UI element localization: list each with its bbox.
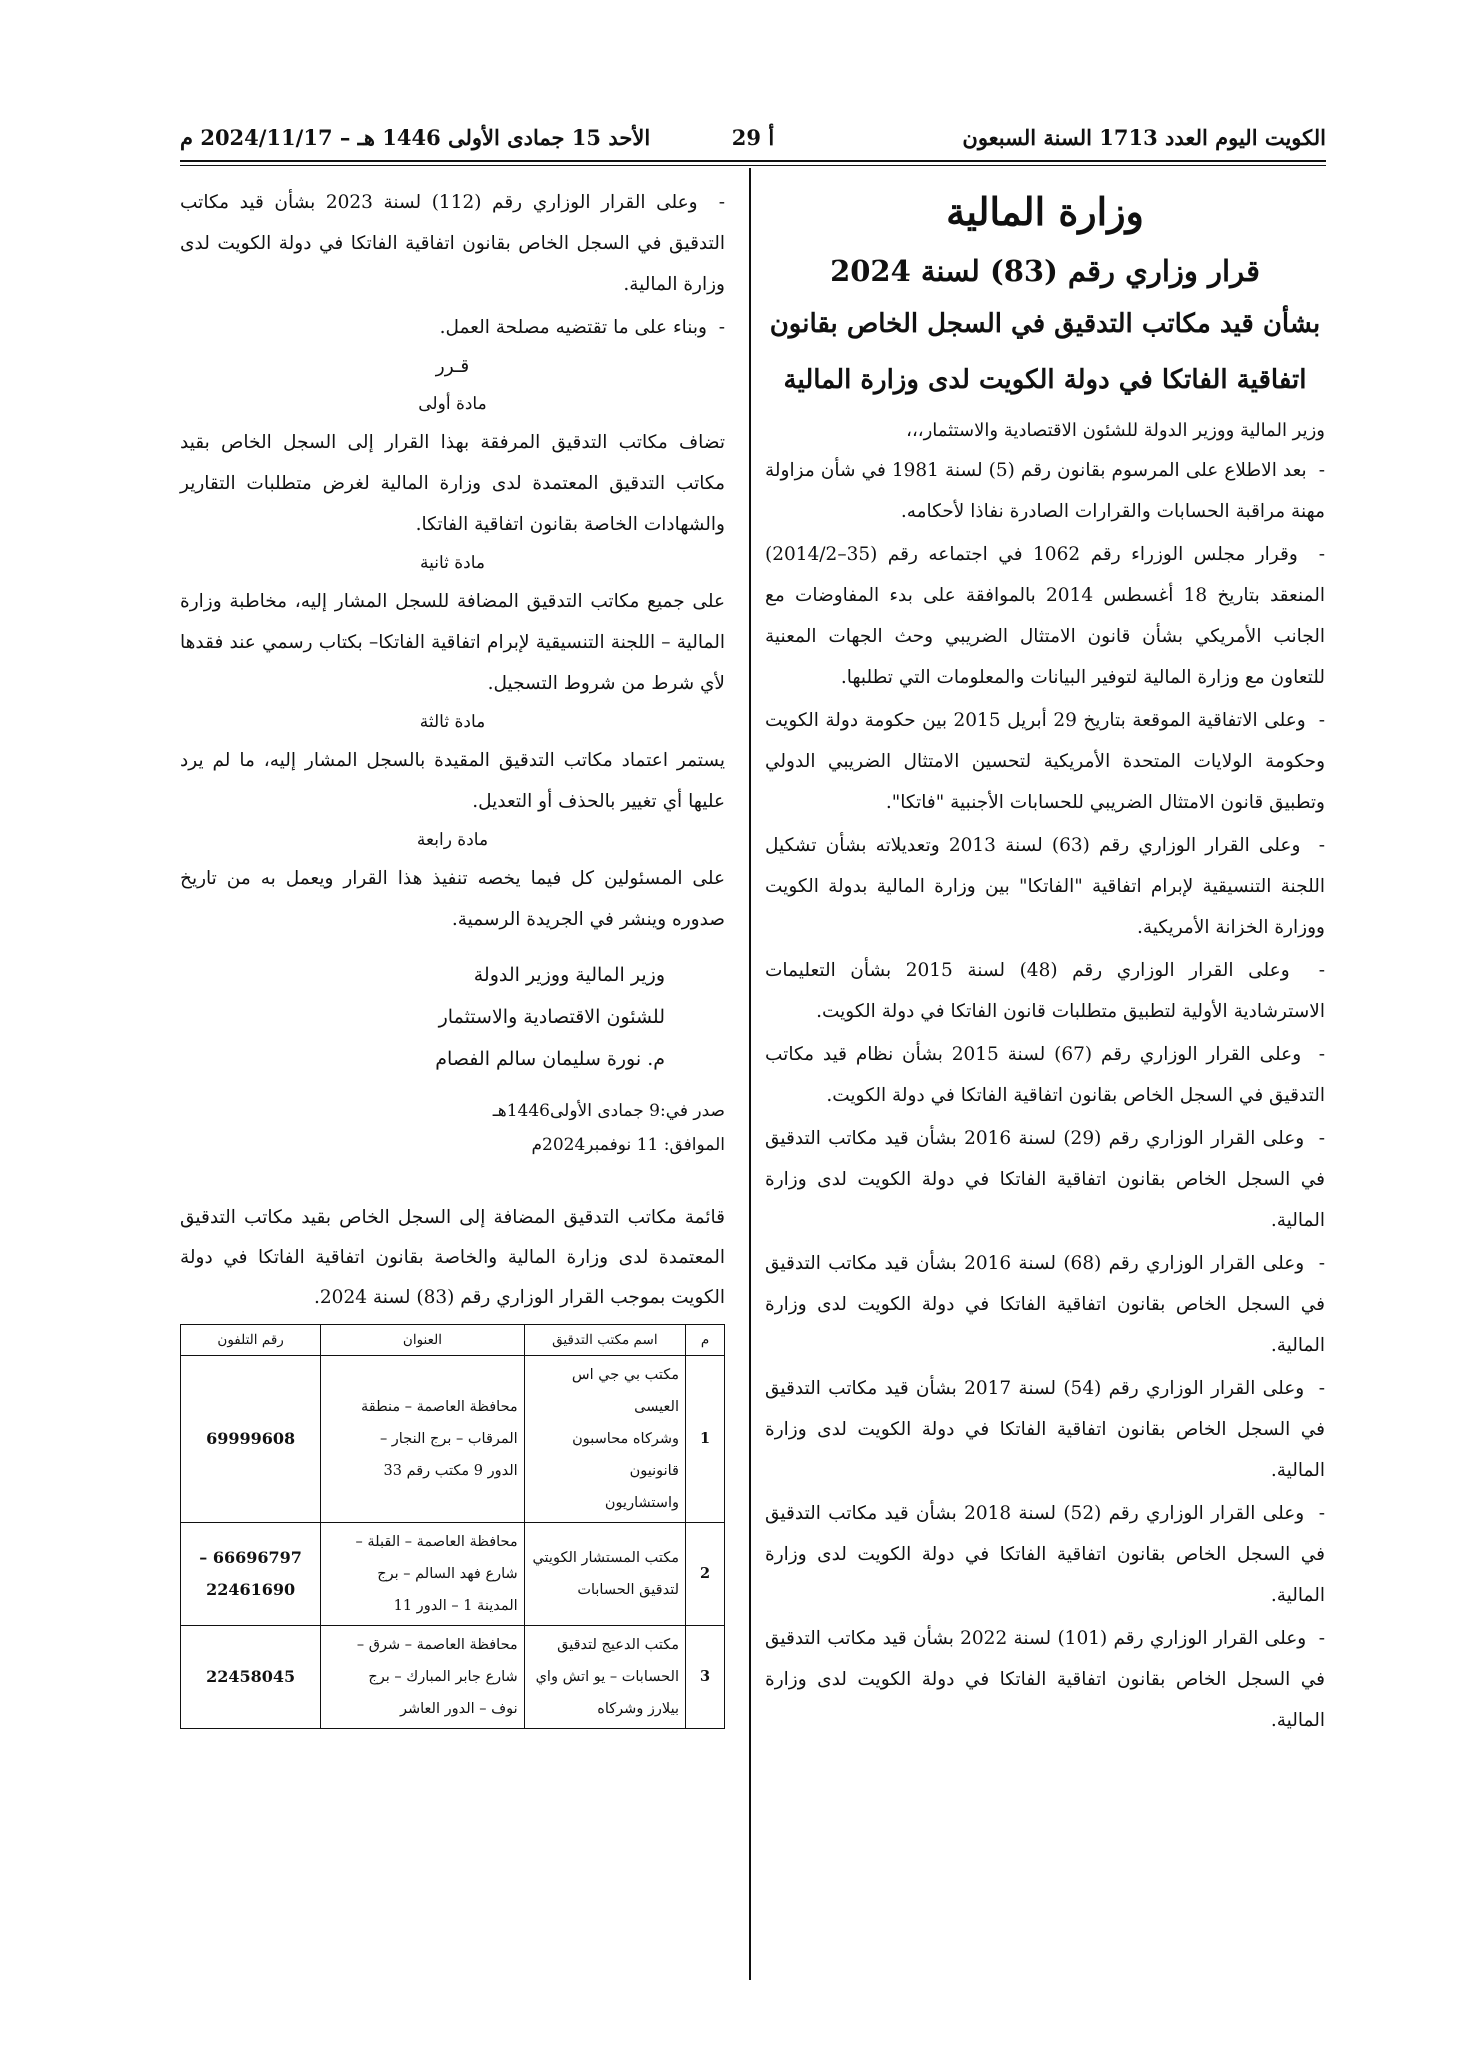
table-header-row <box>181 1325 725 1356</box>
recital: - وعلى الاتفاقية الموقعة بتاريخ 29 أبريل 2015 بين حكومة دولة الكويت وحكومة الولايات المتحدة الأمريكية لتحسين الامتثال الضريبي الدولي وتطبيق قانون الامتثال الضريبي للحسابات الأجنبية "فاتكا". <box>765 710 1326 813</box>
column-divider <box>749 168 751 1980</box>
col-header-address: العنوان <box>321 1325 524 1356</box>
row-number: 1 <box>686 1356 725 1523</box>
decision-subject-line-2: اتفاقية الفاتكا في دولة الكويت لدى وزارة المالية <box>783 365 1307 395</box>
page-number: أ 29 <box>731 124 775 150</box>
list-intro: قائمة مكاتب التدقيق المضافة إلى السجل الخاص بقيد مكاتب التدقيق المعتمدة لدى وزارة المالية والخاصة بقانون اتفاقية الفاتكا في دولة الكويت بموجب القرار الوزاري رقم (83) لسنة 2024. <box>180 1207 725 1308</box>
signature-name: م. نورة سليمان سالم الفصام <box>435 1048 665 1070</box>
recital: - وقرار مجلس الوزراء رقم 1062 في اجتماعه رقم (35–2014/2) المنعقد بتاريخ 18 أغسطس 2014 بالموافقة على بدء المفاوضات مع الجانب الأمريكي بشأن قانون الامتثال الضريبي وحث الجهات المعنية للتعاون مع وزارة المالية لتوفير البيانات والمعلومات التي تطلبها. <box>765 544 1326 688</box>
recital: - وعلى القرار الوزاري رقم (101) لسنة 2022 بشأن قيد مكاتب التدقيق في السجل الخاص بقانون اتفاقية الفاتكا في دولة الكويت لدى وزارة المالية. <box>765 1628 1326 1731</box>
issue-date: الأحد 15 جمادى الأولى 1446 هـ – 2024/11/17 م <box>180 124 651 150</box>
recital: - وعلى القرار الوزاري رقم (63) لسنة 2013 وتعديلاته بشأن تشكيل اللجنة التنسيقية لإبرام اتفاقية "الفاتكا" بين وزارة المالية بدولة الكويت ووزارة الخزانة الأمريكية. <box>765 835 1326 938</box>
header-rule <box>180 160 1326 162</box>
table-row <box>181 1523 725 1626</box>
recital: - وبناء على ما تقتضيه مصلحة العمل. <box>439 317 725 338</box>
issued-gregorian-date: الموافق: 11 نوفمبر2024م <box>531 1135 725 1155</box>
audit-offices-table <box>180 1324 725 1729</box>
table-row <box>181 1356 725 1523</box>
office-name: مكتب الدعيج لتدقيق الحسابات – يو اتش واي بيلارز وشركاه <box>524 1626 685 1729</box>
article-text: على جميع مكاتب التدقيق المضافة للسجل المشار إليه، مخاطبة وزارة المالية – اللجنة التنسيقية لإبرام اتفاقية الفاتكا– بكتاب رسمي عند فقدها لأي شرط من شروط التسجيل. <box>180 591 725 694</box>
office-phone: 69999608 <box>181 1356 321 1523</box>
decided-heading: قـرر <box>435 356 470 377</box>
office-name: مكتب بي جي اس العيسى وشركاه محاسبون قانونيون واستشاريون <box>524 1356 685 1523</box>
table-row <box>181 1626 725 1729</box>
recital: - وعلى القرار الوزاري رقم (52) لسنة 2018 بشأن قيد مكاتب التدقيق في السجل الخاص بقانون اتفاقية الفاتكا في دولة الكويت لدى وزارة المالية. <box>765 1503 1325 1606</box>
issued-hijri-date: صدر في:9 جمادى الأولى1446هـ <box>492 1101 725 1121</box>
recital: - وعلى القرار الوزاري رقم (29) لسنة 2016 بشأن قيد مكاتب التدقيق في السجل الخاص بقانون اتفاقية الفاتكا في دولة الكويت لدى وزارة المالية. <box>765 1128 1325 1231</box>
col-header-phone: رقم التلفون <box>181 1325 321 1356</box>
row-number: 3 <box>686 1626 725 1729</box>
recital: - بعد الاطلاع على المرسوم بقانون رقم (5) لسنة 1981 في شأن مزاولة مهنة مراقبة الحسابات والقرارات الصادرة نفاذا لأحكامه. <box>765 460 1325 522</box>
article-text: يستمر اعتماد مكاتب التدقيق المقيدة بالسجل المشار إليه، ما لم يرد عليها أي تغيير بالحذف أو التعديل. <box>180 750 725 812</box>
page-header <box>180 120 1326 154</box>
recital: - وعلى القرار الوزاري رقم (67) لسنة 2015 بشأن نظام قيد مكاتب التدقيق في السجل الخاص بقانون اتفاقية الفاتكا في دولة الكويت. <box>765 1044 1326 1106</box>
article-title: مادة أولى <box>418 394 487 414</box>
signature-title-2: للشئون الاقتصادية والاستثمار <box>438 1006 665 1028</box>
col-header-office-name: اسم مكتب التدقيق <box>524 1325 685 1356</box>
article-text: على المسئولين كل فيما يخصه تنفيذ هذا القرار ويعمل به من تاريخ صدوره وينشر في الجريدة الرسمية. <box>180 868 725 930</box>
office-address: محافظة العاصمة – منطقة المرقاب – برج النجار – الدور 9 مكتب رقم 33 <box>321 1356 524 1523</box>
row-number: 2 <box>686 1523 725 1626</box>
article-title: مادة رابعة <box>416 830 489 850</box>
right-column <box>765 180 1325 1970</box>
article-text: تضاف مكاتب التدقيق المرفقة بهذا القرار إلى السجل الخاص بقيد مكاتب التدقيق المعتمدة لدى وزارة المالية لغرض متطلبات التقارير والشهادات الخاصة بقانون اتفاقية الفاتكا. <box>180 432 725 535</box>
left-column <box>180 180 725 1970</box>
office-phone: 22458045 <box>181 1626 321 1729</box>
office-name: مكتب المستشار الكويتي لتدقيق الحسابات <box>524 1523 685 1626</box>
office-address: محافظة العاصمة – شرق – شارع جابر المبارك – برج نوف – الدور العاشر <box>321 1626 524 1729</box>
office-address: محافظة العاصمة – القبلة – شارع فهد السالم – برج المدينة 1 – الدور 11 <box>321 1523 524 1626</box>
decision-subject-line-1: بشأن قيد مكاتب التدقيق في السجل الخاص بقانون <box>769 309 1321 339</box>
recital: - وعلى القرار الوزاري رقم (48) لسنة 2015 بشأن التعليمات الاسترشادية الأولية لتطبيق متطلبات قانون الفاتكا في دولة الكويت. <box>765 960 1325 1022</box>
article-title: مادة ثالثة <box>419 712 486 732</box>
col-header-number: م <box>686 1325 725 1356</box>
header-rule-thin <box>180 165 1326 166</box>
preamble: وزير المالية ووزير الدولة للشئون الاقتصادية والاستثمار،،، <box>906 420 1325 441</box>
article-title: مادة ثانية <box>419 553 486 573</box>
recital: - وعلى القرار الوزاري رقم (68) لسنة 2016 بشأن قيد مكاتب التدقيق في السجل الخاص بقانون اتفاقية الفاتكا في دولة الكويت لدى وزارة المالية. <box>765 1253 1325 1356</box>
office-phone: 66696797 – 22461690 <box>181 1523 321 1626</box>
recital: - وعلى القرار الوزاري رقم (54) لسنة 2017 بشأن قيد مكاتب التدقيق في السجل الخاص بقانون اتفاقية الفاتكا في دولة الكويت لدى وزارة المالية. <box>765 1378 1325 1481</box>
ministry-title: وزارة المالية <box>946 189 1144 234</box>
recital: - وعلى القرار الوزاري رقم (112) لسنة 2023 بشأن قيد مكاتب التدقيق في السجل الخاص بقانون اتفاقية الفاتكا في دولة الكويت لدى وزارة المالية. <box>180 192 725 295</box>
decision-title: قرار وزاري رقم (83) لسنة 2024 <box>830 254 1260 288</box>
issue-info: الكويت اليوم العدد 1713 السنة السبعون <box>962 124 1326 150</box>
signature-title-1: وزير المالية ووزير الدولة <box>473 964 665 986</box>
